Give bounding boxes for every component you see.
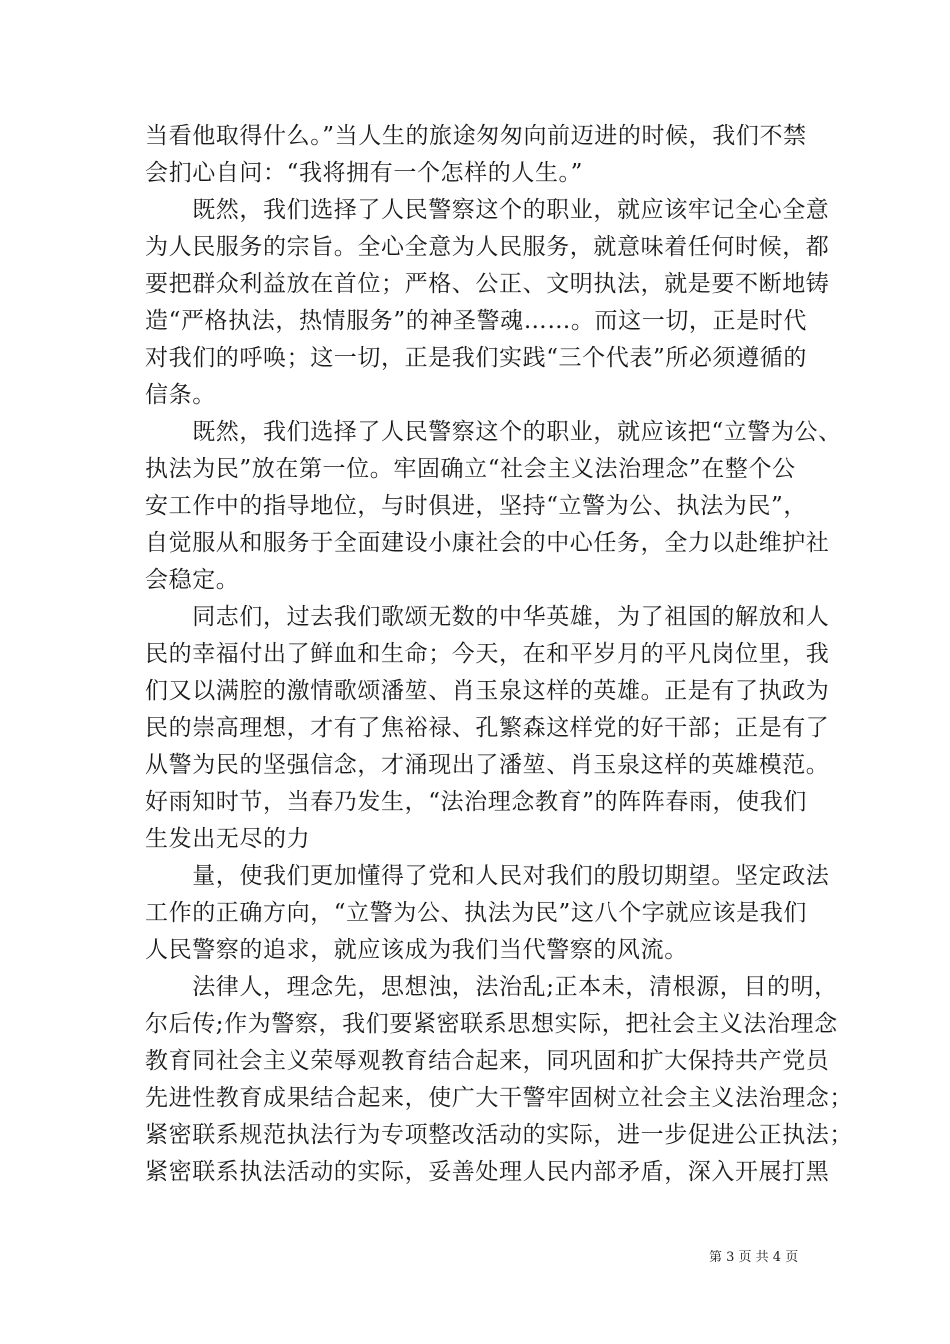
body-text-line: 对我们的呼唤；这一切，正是我们实践“三个代表”所必须遵循的 [145, 345, 807, 371]
body-text-line: 民的幸福付出了鲜血和生命；今天，在和平岁月的平凡岗位里，我 [145, 641, 830, 667]
body-text-line: 当看他取得什么。”当人生的旅途匆匆向前迈进的时候，我们不禁 [145, 123, 807, 149]
body-text-line: 为人民服务的宗旨。全心全意为人民服务，就意味着任何时候，都 [145, 234, 830, 260]
body-text-line: 生发出无尽的力 [145, 826, 311, 852]
body-text-line: 教育同社会主义荣辱观教育结合起来，同巩固和扩大保持共产党员 [145, 1048, 830, 1074]
body-text-line: 好雨知时节，当春乃发生，“法治理念教育”的阵阵春雨，使我们 [145, 789, 807, 815]
paragraph-first-line: 既然，我们选择了人民警察这个的职业，就应该把“立警为公、 [145, 419, 842, 445]
paragraph-first-line: 既然，我们选择了人民警察这个的职业，就应该牢记全心全意 [145, 197, 830, 223]
body-text-line: 尔后传;作为警察，我们要紧密联系思想实际，把社会主义法治理念 [145, 1011, 838, 1037]
body-text-line: 要把群众利益放在首位；严格、公正、文明执法，就是要不断地铸 [145, 271, 830, 297]
body-text-line: 紧密联系执法活动的实际，妥善处理人民内部矛盾，深入开展打黑 [145, 1159, 830, 1185]
body-text-line: 从警为民的坚强信念，才涌现出了潘堃、肖玉泉这样的英雄模范。 [145, 752, 830, 778]
body-text-line: 执法为民”放在第一位。牢固确立“社会主义法治理念”在整个公 [145, 456, 796, 482]
paragraph-first-line: 法律人，理念先，思想浊，法治乱;正本未，清根源，目的明， [145, 974, 838, 1000]
page-number-footer: 第 3 页 共 4 页 [709, 1250, 799, 1265]
body-text-line: 会扪心自问：“我将拥有一个怎样的人生。” [145, 160, 584, 186]
body-text-line: 安工作中的指导地位，与时俱进，坚持“立警为公、执法为民”， [145, 493, 807, 519]
body-text-line: 造“严格执法，热情服务”的神圣警魂……。而这一切，正是时代 [145, 308, 807, 334]
body-text-line: 人民警察的追求，就应该成为我们当代警察的风流。 [145, 937, 688, 963]
body-text-line: 工作的正确方向，“立警为公、执法为民”这八个字就应该是我们 [145, 900, 807, 926]
body-text-line: 会稳定。 [145, 567, 240, 593]
body-text-line: 信条。 [145, 382, 216, 408]
body-text-line: 自觉服从和服务于全面建设小康社会的中心任务，全力以赴维护社 [145, 530, 830, 556]
paragraph-first-line: 同志们，过去我们歌颂无数的中华英雄，为了祖国的解放和人 [145, 604, 830, 630]
body-text-line: 们又以满腔的激情歌颂潘堃、肖玉泉这样的英雄。正是有了执政为 [145, 678, 830, 704]
body-text-line: 民的崇高理想，才有了焦裕禄、孔繁森这样党的好干部；正是有了 [145, 715, 830, 741]
paragraph-first-line: 量，使我们更加懂得了党和人民对我们的殷切期望。坚定政法 [145, 863, 830, 889]
body-text-line: 先进性教育成果结合起来，使广大干警牢固树立社会主义法治理念； [145, 1085, 853, 1111]
body-text-line: 紧密联系规范执法行为专项整改活动的实际，进一步促进公正执法； [145, 1122, 853, 1148]
